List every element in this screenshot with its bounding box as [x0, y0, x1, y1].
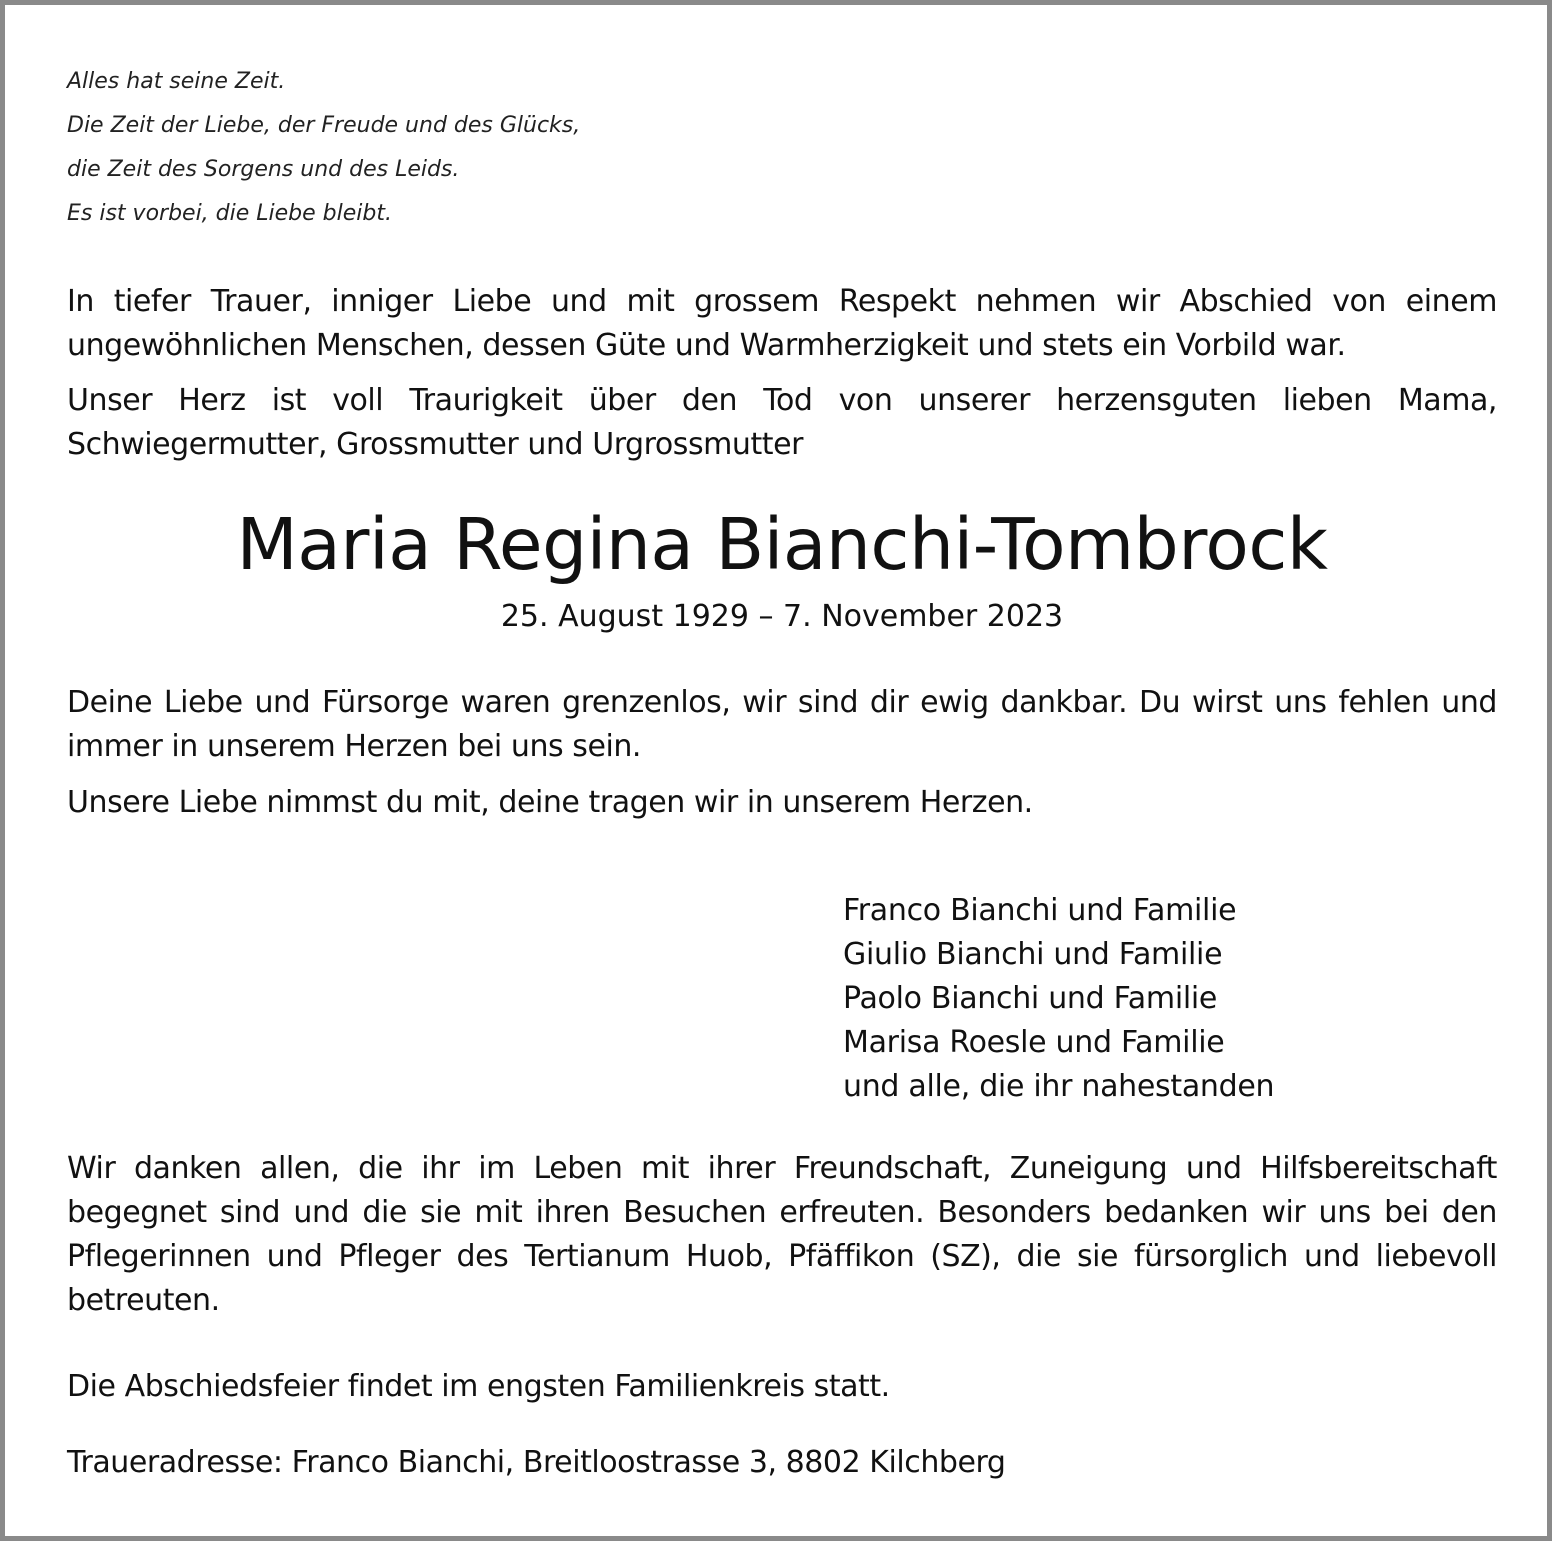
- mourner-entry: Giulio Bianchi und Familie: [843, 937, 1223, 972]
- mourner-entry: Paolo Bianchi und Familie: [843, 981, 1218, 1016]
- mourner-entry: Franco Bianchi und Familie: [843, 893, 1237, 928]
- thanks-paragraph: Wir danken allen, die ihr im Leben mit ihrer Freundschaft, Zuneigung und Hilfsbereitschaft begegnet sind und die sie mit ihren Besuchen erfreuten. Besonders bedanken wir uns bei den Pflegerinnen und Pfleger des Tertianum Huob, Pfäffikon (SZ), die sie fürsorglich und liebevoll betreuten.: [67, 1151, 1497, 1318]
- intro-paragraph: In tiefer Trauer, inniger Liebe und mit grossem Respekt nehmen wir Abschied von einem ungewöhnlichen Menschen, dessen Güte und Warmherzigkeit und stets ein Vorbild war.: [67, 284, 1497, 363]
- mourning-address: Traueradresse: Franco Bianchi, Breitloostrasse 3, 8802 Kilchberg: [67, 1445, 1006, 1480]
- tribute-paragraph: Deine Liebe und Fürsorge waren grenzenlos, wir sind dir ewig dankbar. Du wirst uns fehlen und immer in unserem Herzen bei uns sein.: [67, 685, 1497, 764]
- motto-verse: [67, 60, 967, 236]
- motto-line: Es ist vorbei, die Liebe bleibt.: [67, 201, 392, 226]
- tribute-paragraph-closing: Unsere Liebe nimmst du mit, deine tragen wir in unserem Herzen.: [67, 785, 1033, 820]
- ceremony-notice: Die Abschiedsfeier findet im engsten Familienkreis statt.: [67, 1369, 890, 1404]
- mourner-entry: und alle, die ihr nahestanden: [843, 1069, 1275, 1104]
- intro-paragraph-relation: Unser Herz ist voll Traurigkeit über den Tod von unserer herzensguten lieben Mama, Schwiegermutter, Grossmutter und Urgrossmutter: [67, 383, 1497, 462]
- motto-line: Die Zeit der Liebe, der Freude und des Glücks,: [67, 113, 581, 138]
- mourner-entry: Marisa Roesle und Familie: [843, 1025, 1225, 1060]
- mourners-list: [843, 889, 1493, 1109]
- deceased-name: Maria Regina Bianchi-Tombrock: [236, 503, 1328, 586]
- motto-line: die Zeit des Sorgens und des Leids.: [67, 157, 460, 182]
- life-dates: 25. August 1929 – 7. November 2023: [500, 599, 1064, 634]
- motto-line: Alles hat seine Zeit.: [67, 69, 286, 94]
